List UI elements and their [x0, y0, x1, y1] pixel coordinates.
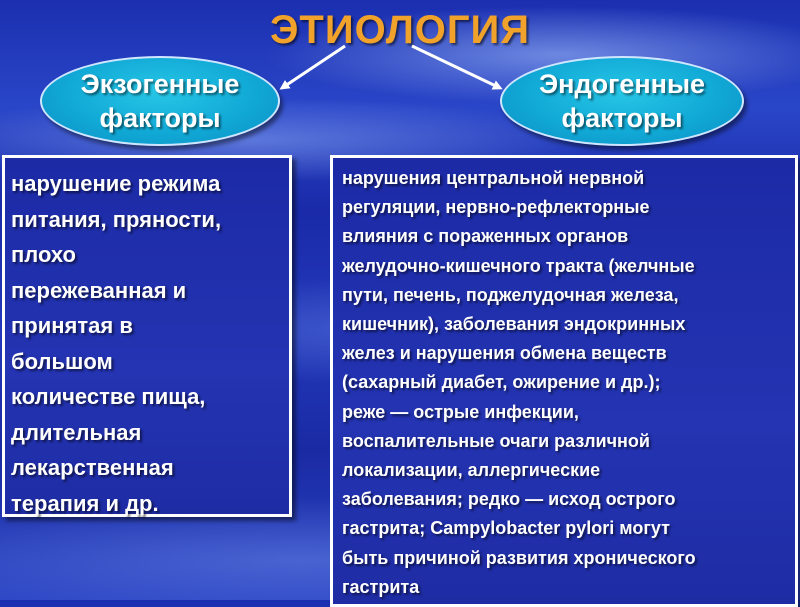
endogenous-line: желудочно-кишечного тракта (желчные	[342, 255, 695, 276]
arrow-to-exogenous	[282, 46, 345, 88]
exogenous-heading-line2: факторы	[99, 103, 221, 133]
endogenous-line: влияния с пораженных органов	[342, 226, 629, 247]
exogenous-line: терапия и др.	[11, 490, 159, 516]
exogenous-line: большом	[11, 348, 113, 374]
endogenous-line: желез и нарушения обмена веществ	[342, 343, 667, 364]
arrow-to-endogenous	[412, 46, 500, 88]
endogenous-line: нарушения центральной нервной	[342, 168, 645, 188]
endogenous-line: реже — острые инфекции,	[342, 401, 579, 422]
endogenous-line: пути, печень, поджелудочная железа,	[342, 284, 679, 305]
exogenous-factors-text	[11, 166, 281, 521]
exogenous-line: нарушение режима	[11, 171, 221, 196]
endogenous-heading-line1: Эндогенные	[538, 69, 706, 99]
endogenous-factors-text	[342, 164, 787, 602]
exogenous-factors-oval	[40, 56, 280, 146]
endogenous-factors-label	[514, 67, 730, 135]
exogenous-factors-label	[54, 67, 266, 135]
exogenous-factors-box	[2, 155, 292, 517]
endogenous-heading-line2: факторы	[561, 103, 683, 133]
exogenous-heading-line1: Экзогенные	[80, 69, 240, 99]
exogenous-line: лекарственная	[11, 455, 174, 480]
exogenous-line: пережеванная и	[11, 277, 187, 303]
endogenous-line: воспалительные очаги различной	[342, 430, 650, 451]
endogenous-line: гастрита; Campylobacter pylori могут	[342, 518, 670, 539]
endogenous-line: (сахарный диабет, ожирение и др.);	[342, 372, 661, 393]
endogenous-line: быть причиной развития хронического	[342, 547, 696, 568]
endogenous-line: кишечник), заболевания эндокринных	[342, 314, 686, 335]
endogenous-line: локализации, аллергические	[342, 460, 601, 481]
endogenous-factors-box	[330, 155, 798, 607]
exogenous-line: принятая в	[11, 313, 133, 338]
endogenous-line: заболевания; редко — исход острого	[342, 489, 676, 510]
exogenous-line: длительная	[11, 419, 142, 445]
endogenous-factors-oval	[500, 56, 744, 146]
endogenous-line: гастрита	[342, 576, 420, 597]
exogenous-line: количестве пища,	[11, 384, 206, 409]
page-title: ЭТИОЛОГИЯ	[269, 8, 531, 52]
exogenous-line: плохо	[11, 242, 76, 267]
exogenous-line: питания, пряности,	[11, 206, 222, 232]
endogenous-line: регуляции, нервно-рефлекторные	[342, 197, 650, 218]
